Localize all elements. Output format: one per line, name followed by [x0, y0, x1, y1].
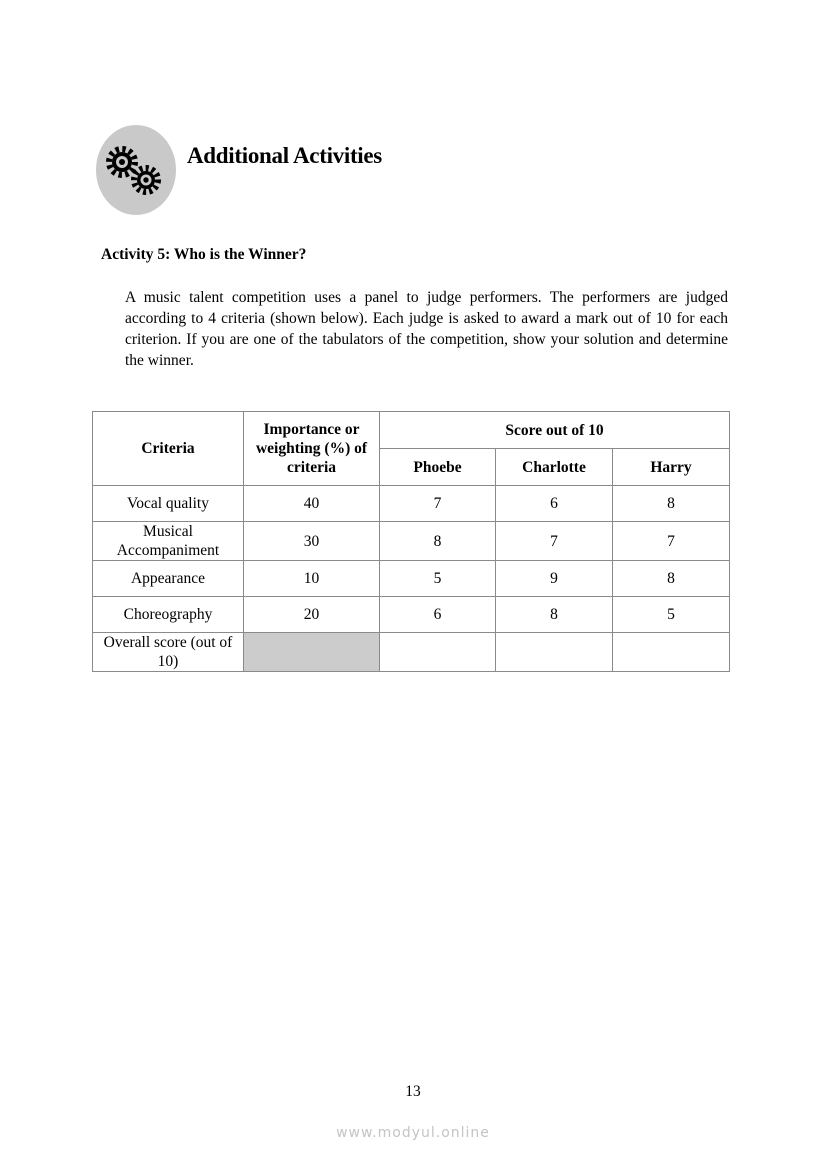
- gears-icon: [96, 125, 176, 215]
- shaded-cell: [244, 633, 380, 672]
- overall-score-cell-charlotte: [496, 633, 613, 672]
- score-cell: 8: [496, 597, 613, 633]
- weight-header: Importance or weighting (%) of criteria: [244, 412, 380, 486]
- criterion-cell: Vocal quality: [93, 486, 244, 522]
- weight-cell: 20: [244, 597, 380, 633]
- page-number: 13: [405, 1083, 421, 1100]
- score-cell: 5: [380, 561, 496, 597]
- table-row: [93, 486, 730, 522]
- criterion-cell: Choreography: [93, 597, 244, 633]
- score-cell: 8: [613, 486, 730, 522]
- score-cell: 5: [613, 597, 730, 633]
- performer-header-phoebe: Phoebe: [380, 449, 496, 486]
- score-table: [92, 411, 730, 672]
- criteria-header: Criteria: [93, 412, 244, 486]
- table-row: [93, 561, 730, 597]
- score-cell: 7: [613, 522, 730, 561]
- table-row: [93, 522, 730, 561]
- score-cell: 6: [496, 486, 613, 522]
- activity-title: Activity 5: Who is the Winner?: [101, 246, 307, 263]
- score-cell: 6: [380, 597, 496, 633]
- score-cell: 9: [496, 561, 613, 597]
- table-row: [93, 597, 730, 633]
- section-title: Additional Activities: [187, 143, 382, 168]
- score-cell: 8: [613, 561, 730, 597]
- score-cell: 7: [496, 522, 613, 561]
- overall-score-row: [93, 633, 730, 672]
- score-cell: 7: [380, 486, 496, 522]
- score-cell: 8: [380, 522, 496, 561]
- overall-score-cell-harry: [613, 633, 730, 672]
- weight-cell: 40: [244, 486, 380, 522]
- performer-header-harry: Harry: [613, 449, 730, 486]
- overall-score-cell-phoebe: [380, 633, 496, 672]
- criterion-cell: Musical Accompaniment: [93, 522, 244, 561]
- watermark: www.modyul.online: [336, 1125, 490, 1141]
- table-header-row: [93, 412, 730, 449]
- weight-cell: 30: [244, 522, 380, 561]
- criterion-cell: Appearance: [93, 561, 244, 597]
- activity-instructions: A music talent competition uses a panel to judge performers. The performers are judged according to 4 criteria (shown below). Each judge is asked to award a mark out of 10 for each criterion. If you are one of the tabulators of the competition, show your solution and determine the winner.: [125, 289, 728, 369]
- weight-cell: 10: [244, 561, 380, 597]
- performer-header-charlotte: Charlotte: [496, 449, 613, 486]
- score-header: Score out of 10: [380, 412, 730, 449]
- overall-score-label: Overall score (out of 10): [93, 633, 244, 672]
